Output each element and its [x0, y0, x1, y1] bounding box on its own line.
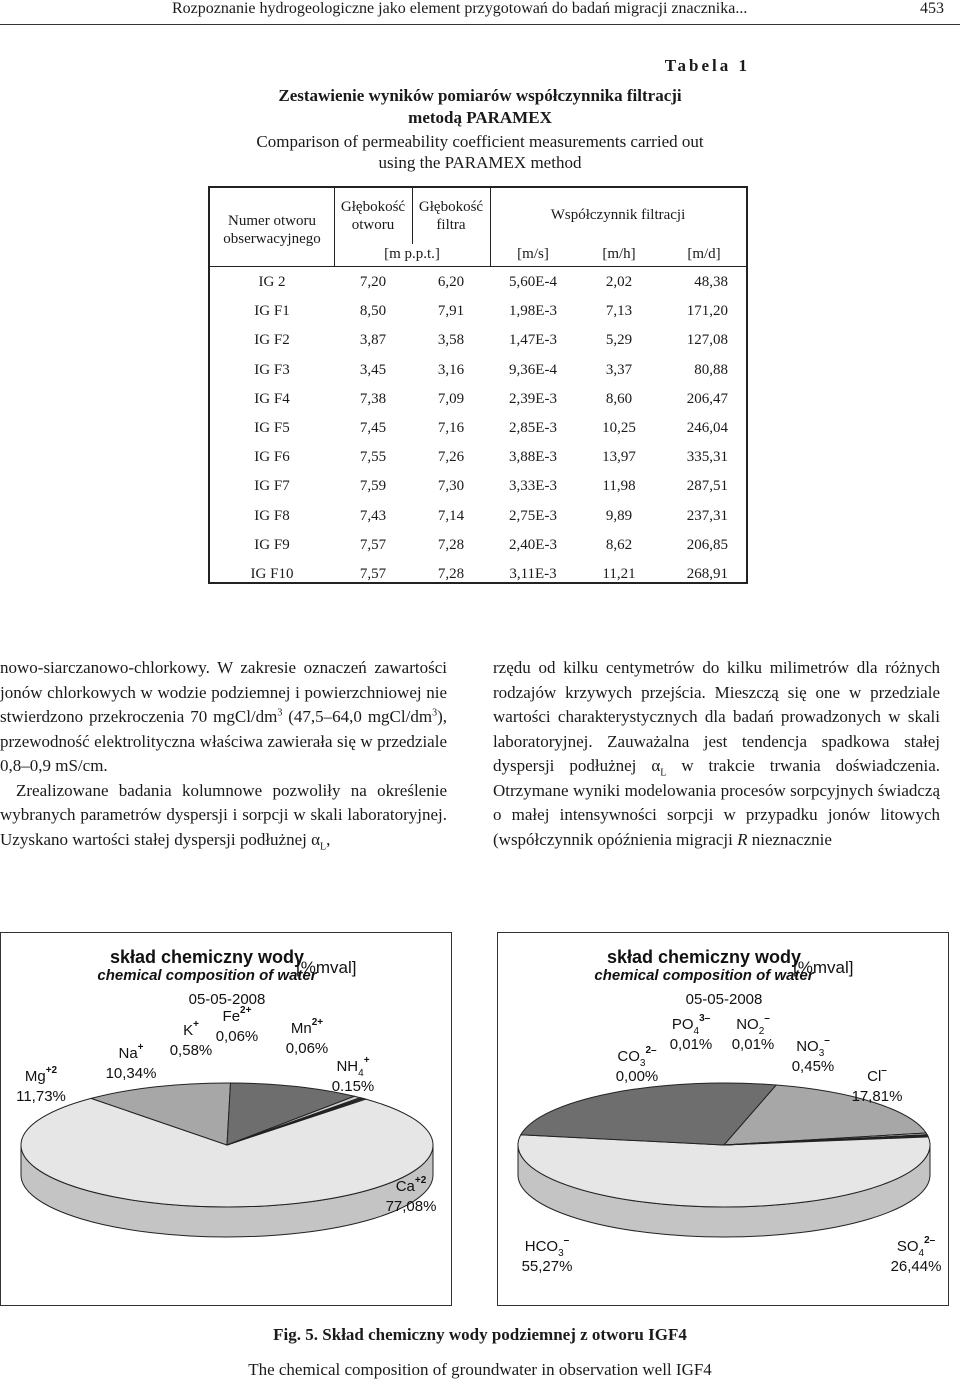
cation-pie-chart — [1, 933, 453, 1307]
slice-label — [732, 1013, 775, 1053]
slice-label — [106, 1042, 157, 1082]
cell-well: IG F6 — [254, 449, 290, 466]
text-run: w trakcie trwania doświadczenia. Otrzymane wyniki modelowania procesów sorpcyjnych świadczą o małej intensywności sorpcji w przypadku jonów litowych (współczynnik opóźnienia migracji — [493, 756, 941, 849]
chart-title-en: chemical composition of water — [594, 967, 814, 984]
cell-k-ms: 5,60E-4 — [509, 274, 557, 290]
ion-name: K+ — [183, 1019, 199, 1039]
slice-label — [216, 1005, 259, 1045]
slice-label — [522, 1235, 573, 1275]
cell-well: IG 2 — [258, 274, 286, 290]
cell-well: IG F7 — [254, 478, 290, 495]
slice-label — [891, 1235, 942, 1275]
ion-name: $NO_2^-$ — [736, 1013, 770, 1037]
ion-name: $Mn^{2+}$ — [290, 1017, 324, 1037]
cell-k-ms: 2,85E-3 — [509, 420, 557, 436]
cell-k-mh: 10,25 — [602, 420, 636, 436]
cell-k-ms: 1,98E-3 — [509, 303, 557, 320]
left-paragraph-2 — [0, 779, 447, 853]
ion-name: $Mg^{+2}$ — [24, 1065, 58, 1085]
superscript: 3 — [277, 707, 283, 719]
cell-depth-filter: 7,09 — [437, 390, 465, 407]
ion-name: $NO_3^-$ — [796, 1035, 830, 1059]
cell-depth-well: 3,45 — [359, 361, 387, 378]
header-numer-otworu: Numer otworu obserwacyjnego — [223, 213, 321, 247]
cell-k-ms: 3,33E-3 — [509, 478, 557, 495]
caption-pl-line2: metodą PARAMEX — [408, 108, 552, 127]
ion-name: $Ca^{+2}$ — [395, 1175, 427, 1195]
cell-depth-filter: 7,26 — [437, 449, 465, 466]
header-unit-depth: [m p.p.t.] — [384, 246, 440, 262]
cell-k-md: 206,47 — [686, 390, 728, 407]
percent-label: 0,06% — [215, 1028, 259, 1045]
slice-label — [332, 1055, 375, 1095]
percent-label: 0,06% — [285, 1040, 329, 1057]
chart-unit: [%mval] — [296, 958, 357, 977]
chart-date: 05-05-2008 — [188, 991, 266, 1008]
cell-depth-filter: 7,30 — [437, 478, 465, 495]
slice-label — [670, 1013, 713, 1053]
ion-name: $HCO_3^-$ — [524, 1235, 570, 1259]
anion-chart-box — [497, 932, 949, 1306]
text-run: Zrealizowane badania kolumnowe pozwoliły na określenie wybranych parametrów dyspersji i sorpcji w skali laboratoryjnej. Uzyskano wartości stałej dyspersji podłużnej α — [0, 780, 447, 849]
header-glebokosc-otworu: Głębokość otworu — [340, 199, 406, 233]
anion-pie-chart — [498, 933, 950, 1307]
cell-well: IG F2 — [254, 332, 290, 349]
cell-well: IG F8 — [254, 507, 290, 524]
cell-depth-filter: 7,91 — [437, 303, 465, 320]
ion-name: $NH_4^+$ — [336, 1055, 370, 1079]
cell-depth-filter: 7,28 — [437, 566, 465, 582]
percent-label: 77,08% — [385, 1198, 437, 1215]
chart-title-en: chemical composition of water — [97, 967, 317, 984]
percent-label: 0,00% — [615, 1068, 659, 1085]
slice-label — [170, 1019, 213, 1059]
running-header — [0, 0, 960, 25]
caption-en-line2: using the PARAMEX method — [378, 153, 582, 172]
cation-chart-box — [0, 932, 452, 1306]
right-paragraph-1 — [493, 656, 940, 852]
cell-k-mh: 3,37 — [605, 361, 633, 378]
cell-k-md: 206,85 — [686, 536, 728, 553]
slice-label — [286, 1017, 329, 1057]
cell-k-mh: 2,02 — [605, 274, 633, 290]
cell-depth-well: 7,57 — [359, 536, 387, 553]
slice-label — [16, 1065, 66, 1105]
slice-label — [792, 1035, 835, 1075]
cell-k-mh: 13,97 — [602, 449, 636, 466]
cell-depth-well: 7,59 — [359, 478, 387, 495]
cell-k-md: 127,08 — [686, 332, 728, 349]
percent-label: 11,73% — [16, 1088, 66, 1105]
cell-k-ms: 3,88E-3 — [509, 449, 557, 466]
header-glebokosc-filtra: Głębokość filtra — [418, 199, 484, 233]
slice-label — [852, 1065, 903, 1105]
cell-k-mh: 7,13 — [605, 303, 633, 320]
ion-name: Cl– — [867, 1065, 887, 1085]
cell-depth-filter: 7,28 — [437, 536, 465, 553]
ion-name: Na+ — [118, 1042, 144, 1062]
permeability-table — [208, 186, 748, 584]
ion-name: $Fe^{2+}$ — [222, 1005, 252, 1025]
cell-k-mh: 11,21 — [602, 566, 636, 582]
cell-k-md: 48,38 — [694, 274, 728, 290]
cell-k-md: 80,88 — [694, 361, 728, 378]
cell-depth-well: 8,50 — [359, 303, 387, 320]
text-run: ), przewodność elektrolityczna właściwa zawierała się w przedziale 0,8–0,9 mS/cm. — [0, 707, 447, 775]
cell-depth-well: 7,43 — [359, 507, 387, 524]
body-left-column — [0, 656, 447, 852]
cell-k-ms: 2,75E-3 — [509, 507, 557, 524]
cell-depth-well: 3,87 — [359, 332, 387, 349]
cell-k-mh: 9,89 — [605, 507, 633, 524]
text-run: nieznacznie — [747, 829, 832, 849]
text-run: , — [326, 829, 331, 849]
header-wspolczynnik: Współczynnik filtracji — [550, 207, 686, 223]
cell-well: IG F1 — [254, 303, 290, 320]
italic-symbol: R — [737, 829, 748, 849]
ion-name: $PO_4^{3-}$ — [671, 1013, 711, 1037]
chart-title-pl: skład chemiczny wody — [606, 947, 802, 967]
cell-well: IG F10 — [250, 566, 294, 582]
text-run: (47,5–64,0 mgCl/dm — [282, 707, 433, 726]
body-right-column — [493, 656, 940, 852]
subscript: L — [660, 767, 667, 779]
text-run: nowo-siarczanowo-chlorkowy. W zakresie oznaczeń zawartości jonów chlorkowych w wodzie podziemnej i powierzchniowej nie stwierdzono przekroczenia 70 mgCl/dm — [0, 658, 447, 726]
cell-k-md: 246,04 — [686, 420, 728, 436]
cell-depth-well: 7,45 — [359, 420, 387, 436]
percent-label: 55,27% — [521, 1258, 573, 1275]
cell-k-md: 287,51 — [686, 478, 728, 495]
cell-k-mh: 11,98 — [602, 478, 636, 495]
cell-k-ms: 1,47E-3 — [509, 332, 557, 349]
header-unit-mh: [m/h] — [602, 246, 636, 262]
caption-pl-line1: Zestawienie wyników pomiarów współczynnika filtracji — [278, 86, 682, 105]
cell-depth-filter: 7,14 — [437, 507, 465, 524]
cell-well: IG F4 — [254, 390, 290, 407]
percent-label: 0.15% — [331, 1078, 375, 1095]
caption-en-line1: Comparison of permeability coefficient measurements carried out — [256, 132, 704, 151]
cell-depth-well: 7,57 — [359, 566, 387, 582]
figure-caption-pl: Fig. 5. Skład chemiczny wody podziemnej z otworu IGF4 — [273, 1325, 687, 1344]
table-label: Tabela 1 — [664, 56, 750, 75]
cell-k-md: 335,31 — [686, 449, 728, 466]
cell-well: IG F3 — [254, 361, 290, 378]
left-paragraph-1 — [0, 656, 447, 779]
figure-caption-en: The chemical composition of groundwater in observation well IGF4 — [248, 1360, 712, 1379]
cell-depth-filter: 7,16 — [437, 420, 465, 436]
cell-k-mh: 8,60 — [605, 390, 633, 407]
subscript: L — [320, 840, 327, 852]
cell-k-md: 171,20 — [686, 303, 728, 320]
percent-label: 0,58% — [169, 1042, 213, 1059]
cell-k-ms: 9,36E-4 — [509, 361, 557, 378]
percent-label: 26,44% — [890, 1258, 942, 1275]
cell-k-ms: 2,39E-3 — [509, 390, 557, 407]
cell-k-md: 237,31 — [686, 507, 728, 524]
cell-depth-filter: 3,58 — [437, 332, 465, 349]
cell-well: IG F9 — [254, 536, 290, 553]
percent-label: 17,81% — [851, 1088, 903, 1105]
ion-name: $CO_3^{2-}$ — [617, 1045, 657, 1069]
superscript: 3 — [432, 707, 438, 719]
cell-depth-filter: 3,16 — [437, 361, 465, 378]
cell-depth-well: 7,55 — [359, 449, 387, 466]
cell-depth-well: 7,20 — [359, 274, 387, 290]
percent-label: 0,01% — [731, 1036, 775, 1053]
cell-depth-well: 7,38 — [359, 390, 387, 407]
header-unit-ms: [m/s] — [517, 246, 549, 262]
chart-unit: [%mval] — [793, 958, 854, 977]
cell-k-mh: 8,62 — [605, 536, 633, 553]
percent-label: 0,45% — [791, 1058, 835, 1075]
cell-k-ms: 2,40E-3 — [509, 536, 557, 553]
text-run: rzędu od kilku centymetrów do kilku milimetrów dla różnych rodzajów krzywych przejścia. Mieszczą się one w przedziale wartości charakterystycznych dla badań prowadzonych w skali laboratoryjnej. Zauważalna jest tendencja spadkowa stałej dyspersji podłużnej α — [493, 658, 940, 775]
header-unit-md: [m/d] — [687, 246, 721, 262]
cell-k-md: 268,91 — [686, 566, 728, 582]
cell-depth-filter: 6,20 — [437, 274, 465, 290]
percent-label: 0,01% — [669, 1036, 713, 1053]
cell-k-ms: 3,11E-3 — [509, 566, 557, 582]
page-number: 453 — [920, 0, 944, 17]
cell-k-mh: 5,29 — [605, 332, 633, 349]
slice-label — [616, 1045, 659, 1085]
running-title: Rozpoznanie hydrogeologiczne jako element przygotowań do badań migracji znacznika... — [172, 0, 748, 17]
percent-label: 10,34% — [105, 1065, 157, 1082]
table-header-rule — [210, 266, 746, 267]
cell-well: IG F5 — [254, 420, 290, 436]
chart-title-pl: skład chemiczny wody — [109, 947, 305, 967]
chart-date: 05-05-2008 — [685, 991, 763, 1008]
ion-name: $SO_4^{2-}$ — [896, 1235, 936, 1259]
